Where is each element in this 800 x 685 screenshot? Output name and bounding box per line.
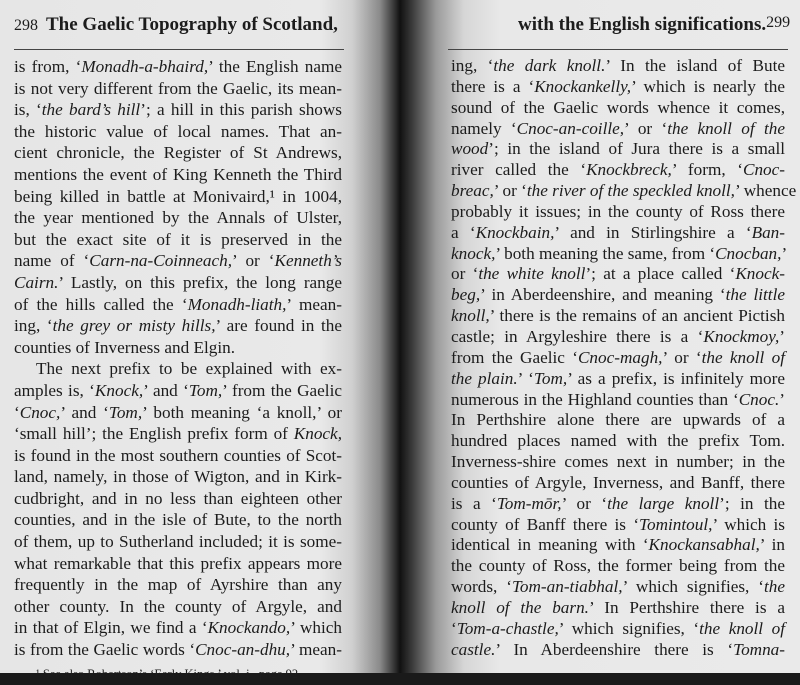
text-run: probably it issues; in the county of Ross there	[451, 201, 785, 221]
text-run: ’; in the island of Jura there is a small	[488, 139, 785, 159]
text-line	[451, 181, 797, 202]
text-line	[451, 452, 785, 473]
text-run: ’ which	[290, 618, 342, 638]
italic-term: knoll,	[451, 306, 490, 326]
text-line	[14, 402, 342, 424]
italic-term: Tom,	[188, 380, 223, 400]
text-run: mentions the event of King Kenneth the Third	[14, 164, 342, 184]
text-run: ’ Lastly, on this prefix, the long range	[58, 272, 342, 292]
italic-term: Cnoc,	[19, 402, 61, 422]
text-line	[14, 99, 342, 121]
text-line	[14, 423, 342, 445]
italic-term: the	[763, 577, 785, 597]
italic-term: Cnocban,	[715, 243, 782, 263]
text-line	[451, 160, 785, 181]
text-run: numerous in the Highland counties than ‘	[451, 389, 739, 409]
text-line	[14, 531, 342, 553]
text-run: ’; in the	[719, 493, 785, 513]
text-line	[14, 272, 342, 294]
text-line	[451, 348, 785, 369]
text-run: In Perthshire alone there are upwards of a	[451, 410, 785, 430]
text-run: ’ both meaning ‘a knoll,’ or	[142, 402, 342, 422]
text-run: ’; at a place called ‘	[585, 264, 736, 284]
text-run: being killed in battle at Monivaird,¹ in 1004,	[14, 186, 342, 206]
text-run: river called the ‘	[451, 160, 587, 180]
text-run: of the hills called the ‘	[14, 294, 188, 314]
text-run: ing, ‘	[451, 56, 494, 75]
text-run: ’ mean-	[290, 640, 342, 660]
text-run: ’ or ‘	[493, 181, 527, 201]
text-run: ’ which is nearly the	[631, 76, 785, 96]
text-run: ’ as a prefix, is infinitely more	[567, 368, 785, 388]
text-run: is a ‘	[451, 493, 497, 513]
text-line	[14, 553, 342, 575]
header-rule	[14, 49, 344, 50]
text-line	[451, 494, 785, 515]
text-run: ’ are found in the	[215, 316, 342, 336]
text-run: ’ and ‘	[60, 402, 109, 422]
text-run: ‘	[14, 402, 20, 422]
text-run: ’ both meaning the same, from ‘	[495, 243, 716, 263]
text-run: ’ In Aberdeenshire there is ‘	[495, 639, 734, 659]
text-run: words, ‘	[451, 577, 512, 597]
italic-term: castle.	[451, 639, 496, 659]
text-run: cudbright, and in no less than eighteen other	[14, 488, 342, 508]
italic-term: the knoll of	[701, 347, 785, 367]
italic-term: Knock-	[735, 264, 785, 284]
text-line	[451, 556, 785, 577]
text-line	[14, 596, 342, 618]
text-run: ’	[779, 326, 785, 346]
text-run: ’ or ‘	[561, 493, 608, 513]
text-run: castle; in Argyleshire there is a ‘	[451, 326, 704, 346]
italic-term: Tomna-	[733, 639, 785, 659]
text-line	[14, 294, 342, 316]
italic-term: Tomintoul,	[639, 514, 713, 534]
text-line	[451, 243, 788, 265]
italic-term: Tom,	[533, 368, 568, 388]
text-run: namely ‘	[451, 118, 517, 138]
text-line	[14, 315, 342, 337]
italic-term: the plain.	[451, 368, 518, 388]
text-line	[451, 473, 785, 494]
text-run: hundred places named with the prefix Tom.	[451, 431, 785, 451]
text-line	[451, 327, 785, 348]
right-page	[400, 0, 800, 673]
text-run: is, ‘	[14, 100, 42, 120]
text-run: from the Gaelic ‘	[451, 347, 578, 367]
text-line	[14, 466, 342, 488]
italic-term: Cnoc-magh,	[577, 347, 663, 367]
italic-term: Monadh-liath,	[187, 294, 287, 314]
text-run: ’ whence	[734, 181, 797, 201]
italic-term: the grey or misty hills,	[52, 316, 216, 336]
text-line	[14, 78, 342, 100]
left-page	[0, 0, 400, 681]
italic-term: the little	[725, 285, 785, 305]
text-run: the historic value of local names. That an-	[14, 121, 342, 141]
text-line	[451, 56, 785, 77]
italic-term: Tom-mōr,	[496, 493, 562, 513]
text-run: ing, ‘	[14, 316, 53, 336]
italic-term: knoll of the barn.	[451, 597, 589, 617]
italic-term: Knockankelly,	[534, 76, 632, 96]
running-header	[14, 14, 338, 36]
text-line	[14, 337, 342, 359]
text-run: what remarkable that this prefix appears more	[14, 553, 342, 573]
footnote: ¹ See also Robertson’s ‘Early Kings,’ vol. i., page 92.	[36, 666, 302, 681]
text-line	[451, 431, 785, 452]
text-line	[14, 509, 342, 531]
text-line	[451, 285, 785, 306]
text-run: there is a ‘	[451, 76, 535, 96]
text-line	[451, 98, 785, 119]
text-run: counties of Argyle, Inverness, and Banff, there	[451, 472, 785, 492]
text-line	[451, 306, 785, 327]
text-line	[14, 250, 342, 272]
header-rule	[448, 49, 788, 50]
text-run: ’ In the island of Bute	[605, 56, 785, 75]
italic-term: Knockbreck,	[586, 160, 672, 180]
text-line	[14, 639, 342, 661]
text-run: ’ or ‘	[624, 118, 668, 138]
text-run: ’ and ‘	[143, 380, 189, 400]
text-run: ’ there is the remains of an ancient Pictish	[489, 306, 785, 326]
text-line	[14, 186, 342, 208]
italic-term: Carn-na-Coinneach,	[89, 251, 233, 271]
text-run: ‘	[451, 618, 457, 638]
italic-term: Ban-	[751, 222, 785, 242]
italic-term: Monadh-a-bhaird,	[81, 57, 209, 76]
text-run: ’	[781, 243, 788, 263]
text-line	[14, 164, 342, 186]
text-run: the year mentioned by the Annals of Ulster,	[14, 208, 342, 228]
italic-term: Kenneth’s	[274, 251, 342, 271]
text-line	[451, 598, 785, 619]
italic-term: Cnoc-	[742, 160, 785, 180]
italic-term: beg,	[451, 285, 481, 305]
page-number: 299	[766, 14, 791, 31]
running-header	[518, 14, 790, 36]
text-run: ’ which signifies, ‘	[558, 618, 700, 638]
text-run: ’ In Perthshire there is a	[588, 597, 785, 617]
text-run: ’ in	[759, 535, 785, 555]
italic-term: Knockmoy,	[703, 326, 780, 346]
text-run: ‘small hill’; the English prefix form of	[14, 424, 294, 444]
text-run: is not very different from the Gaelic, its mean-	[14, 78, 342, 98]
text-run: a ‘	[451, 222, 476, 242]
text-run: frequently in the map of Ayrshire than any	[14, 575, 342, 595]
text-line	[451, 535, 785, 556]
italic-term: Tom-a-chastle,	[456, 618, 559, 638]
italic-term: Cairn.	[14, 272, 59, 292]
page-number: 298	[14, 17, 38, 34]
text-run: ’; a hill in this parish shows	[140, 100, 343, 120]
text-run: ’ which signifies, ‘	[622, 577, 764, 597]
italic-term: Knockbain,	[475, 222, 555, 242]
page-body-text	[14, 56, 342, 685]
text-run: ’ which is	[712, 514, 785, 534]
page-body-text	[451, 56, 797, 660]
text-run: land, namely, in those of Wigton, and in Kirk-	[14, 467, 342, 487]
text-line	[451, 640, 785, 661]
text-line	[14, 445, 342, 467]
italic-term: Knockansabhal,	[648, 535, 760, 555]
text-line	[451, 223, 785, 244]
text-run: ’ and in Stirlingshire a ‘	[554, 222, 752, 242]
italic-term: Knockando,	[207, 618, 291, 638]
text-run: identical in meaning with ‘	[451, 535, 649, 555]
text-line	[14, 229, 342, 251]
text-line	[14, 574, 342, 596]
text-run: amples is, ‘	[14, 380, 95, 400]
text-line	[14, 380, 342, 402]
text-run: but the exact site of it is preserved in the	[14, 229, 342, 249]
text-line	[451, 264, 785, 285]
text-line	[451, 139, 785, 160]
italic-term: the white knoll	[478, 264, 586, 284]
italic-term: Knock,	[94, 380, 144, 400]
text-run: in that of Elgin, we find a ‘	[14, 618, 208, 638]
italic-term: Knock,	[293, 424, 342, 444]
italic-term: the knoll of	[699, 618, 786, 638]
italic-term: Tom,	[108, 402, 143, 422]
text-run: ’ in Aberdeenshire, and meaning ‘	[480, 285, 726, 305]
italic-term: breac,	[451, 181, 494, 201]
text-run: ’ the English name	[208, 57, 342, 76]
italic-term: Cnoc.	[738, 389, 780, 409]
text-line	[451, 515, 785, 536]
running-head-title: The Gaelic Topography of Scotland,	[46, 14, 338, 35]
text-run: ’ or ‘	[662, 347, 702, 367]
text-line	[14, 121, 342, 143]
text-run: ’ or ‘	[232, 251, 275, 271]
text-run: of them, up to Sutherland included; it is some-	[14, 532, 342, 552]
text-line	[14, 488, 342, 510]
italic-term: the large knoll	[607, 493, 720, 513]
italic-term: wood	[451, 139, 489, 159]
running-head-title: with the English significations.	[518, 14, 767, 35]
text-line	[451, 77, 785, 98]
text-run: counties, and in the isle of Bute, to the north	[14, 510, 342, 530]
text-line	[14, 358, 342, 380]
text-run: name of ‘	[14, 251, 90, 271]
italic-term: the knoll of the	[667, 118, 785, 138]
text-line	[451, 577, 785, 598]
text-run: is from, ‘	[14, 57, 82, 76]
text-run: the county of Ross, the former being from the	[451, 556, 785, 576]
text-line	[14, 617, 342, 639]
text-line	[451, 410, 785, 431]
text-run: ’ ‘	[517, 368, 534, 388]
text-line	[14, 207, 342, 229]
text-run: is from the Gaelic words ‘	[14, 640, 196, 660]
text-run: or ‘	[451, 264, 479, 284]
text-line	[451, 369, 785, 390]
italic-term: the bard’s hill	[41, 100, 141, 120]
text-line	[451, 202, 785, 223]
italic-term: Cnoc-an-dhu,	[195, 640, 291, 660]
text-run: is found in the most southern counties of Scot-	[14, 445, 342, 465]
italic-term: the river of the speckled knoll,	[526, 181, 735, 201]
text-line	[451, 119, 785, 140]
text-line	[14, 56, 342, 78]
text-run: ’ mean-	[286, 294, 342, 314]
text-run: sound of the Gaelic words whence it comes,	[451, 97, 785, 117]
italic-term: Tom-an-tiabhal,	[511, 577, 623, 597]
italic-term: the dark knoll.	[493, 56, 606, 75]
italic-term: knock,	[451, 243, 496, 263]
text-run: ’ from the Gaelic	[222, 380, 342, 400]
text-run: county of Banff there is ‘	[451, 514, 640, 534]
text-line	[451, 390, 785, 411]
text-line	[451, 619, 785, 640]
text-run: other county. In the county of Argyle, and	[14, 596, 342, 616]
text-run: ’ form, ‘	[671, 160, 743, 180]
text-run: cient chronicle, the Register of St Andrews,	[14, 143, 342, 163]
italic-term: Cnoc-an-coille,	[516, 118, 625, 138]
text-line	[14, 142, 342, 164]
text-run: Inverness-shire comes next in number; in the	[451, 452, 785, 472]
text-run: ’	[779, 389, 785, 409]
text-run: The next prefix to be explained with ex-	[36, 359, 342, 379]
text-run: counties of Inverness and Elgin.	[14, 337, 235, 357]
